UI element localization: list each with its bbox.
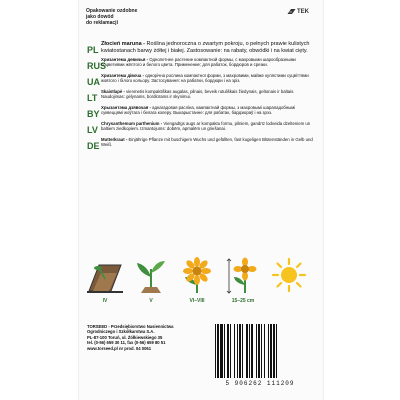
address-line: tel. (0-56) 659 30 11, fax (0-56) 659 80 51 (87, 340, 166, 346)
language-code: LV (87, 125, 98, 135)
barcode-bar (246, 324, 248, 378)
barcode-bar (258, 324, 260, 378)
barcode-bar (256, 324, 257, 378)
flowering-time-icon (179, 257, 215, 295)
icon-label: VI–VIII (189, 298, 205, 304)
packaging-notice (86, 8, 164, 26)
notice-line-3: do reklamacji (86, 20, 118, 26)
entry-text (101, 41, 313, 55)
plant-name: Хрызантэма дзявочая - (101, 105, 153, 110)
entry-text (101, 57, 313, 71)
address-line: TORSEED - Przedsiębiorstwo Nasiennictwa (87, 324, 174, 329)
barcode-bar (224, 324, 225, 378)
icon-label: IV (102, 298, 108, 304)
address-line: www.torseed.pl nr prod. 04 0061 (87, 345, 152, 351)
brand-name: TEK (297, 8, 309, 15)
packet-footer (87, 324, 313, 394)
barcode-bar (242, 324, 243, 378)
description-list (87, 41, 313, 153)
barcode-bar (220, 324, 223, 378)
entry-rus (87, 57, 313, 71)
entry-text (101, 121, 313, 135)
barcode-bar (251, 324, 253, 378)
barcode-bar (268, 324, 269, 378)
entry-description: Однолетнее растение компактной формы, с махровыми шарообразными соцветиями жёлтого и белого цвета. Применение: для рабаток, бордюров и срезки. (101, 57, 296, 68)
notice-line-2: jako dowód (86, 14, 114, 20)
language-code: UA (87, 77, 100, 87)
barcode-bar (249, 324, 250, 378)
barcode-icon (211, 324, 309, 378)
language-code: DE (87, 141, 100, 151)
transplant-seedling-icon (133, 257, 169, 295)
barcode-bar (217, 324, 219, 378)
barcode-digits: 5 906262 111209 (225, 380, 295, 387)
entry-description: аднагадовая расліна, кампактнай формы, з махровымі шарападобнымі суквеццямі жоўтага і белага колеру. Выкарыстанне: для рабатак, бардзюраў і на зрэз. (101, 105, 296, 116)
entry-description: однорічна рослина компактної форми, з махровими, майже кулястими суцвіттями жовтого і білого кольору. Застосування: на рабатки, бордюри і на зріз. (101, 73, 309, 84)
barcode-bar (230, 324, 231, 378)
plant-name: Хризантема дівоча - (101, 73, 146, 78)
entry-de (87, 137, 313, 151)
barcode-bar (234, 324, 235, 378)
plant-height-icon (225, 257, 261, 295)
barcode-bar (270, 324, 272, 378)
entry-lv (87, 121, 313, 135)
sowing-indoor-icon (87, 257, 123, 295)
barcode-bar (237, 324, 238, 378)
icon-label: V (149, 298, 153, 304)
brand-logo (287, 8, 309, 15)
entry-ua (87, 73, 313, 87)
entry-description: vienmetis kompaktiškas augalas, pilnais, beveik rutuliškais žiedynais, geltonais ir baltais. Naudojimas: gėlynams, bordiūrams ir skynimui. (101, 89, 295, 100)
plant-name: Mutterkraut - (101, 137, 129, 142)
cultivation-icons (87, 257, 313, 315)
entry-description: Roślina jednoroczna o zwartym pokroju, o pełnych prawie kulistych kwiatostanach barwy żółtej i białej. Zastosowanie: na rabaty, obwódki i na kwiat cięty. (101, 41, 310, 54)
tek-logo-icon (287, 8, 296, 15)
barcode-bar (227, 324, 229, 378)
notice-line-1: Opakowanie ozdobne (86, 8, 138, 14)
barcode-bar (264, 324, 265, 378)
plant-name: Chrysanthemum parthenium - (101, 121, 164, 126)
language-code: PL (87, 45, 99, 55)
entry-text (101, 89, 313, 103)
entry-description: Viengadīgs augs ar kompaktu formu, pilniem, gandrīz lodveida dzelteniem un baltiem ziedkopiem. Izmantojums: dobēm, apmalēm un griešanai. (101, 121, 311, 132)
plant-name: Skaistlapė - (101, 89, 127, 94)
language-code: LT (87, 93, 98, 103)
full-sun-icon (271, 257, 307, 295)
address-line: Ogrodniczego i Szkółkarstwa S.A. (87, 329, 155, 335)
barcode-bar (215, 324, 216, 378)
plant-name: Хризантема девичья - (101, 57, 150, 62)
entry-text (101, 105, 313, 119)
icon-label: 15–25 cm (231, 298, 255, 304)
language-code: BY (87, 109, 100, 119)
entry-description: Einjährige Pflanze mit buschigem Wuchs und gefüllten, fast kugeligen Blütenständen in Gelb und Weiß. (101, 137, 313, 148)
barcode-bar (276, 324, 277, 378)
entry-text (101, 137, 313, 151)
language-code: RUS (87, 61, 107, 71)
address-line: PL-87-100 Toruń, ul. Żółkiewskiego 35 (87, 334, 163, 340)
barcode-bar (239, 324, 241, 378)
barcode-bar (261, 324, 262, 378)
entry-text (101, 73, 313, 87)
producer-address (87, 324, 207, 351)
barcode-bar (273, 324, 275, 378)
entry-by (87, 105, 313, 119)
plant-name: Złocień maruna - (101, 41, 147, 47)
entry-lt (87, 89, 313, 103)
entry-pl (87, 41, 313, 55)
